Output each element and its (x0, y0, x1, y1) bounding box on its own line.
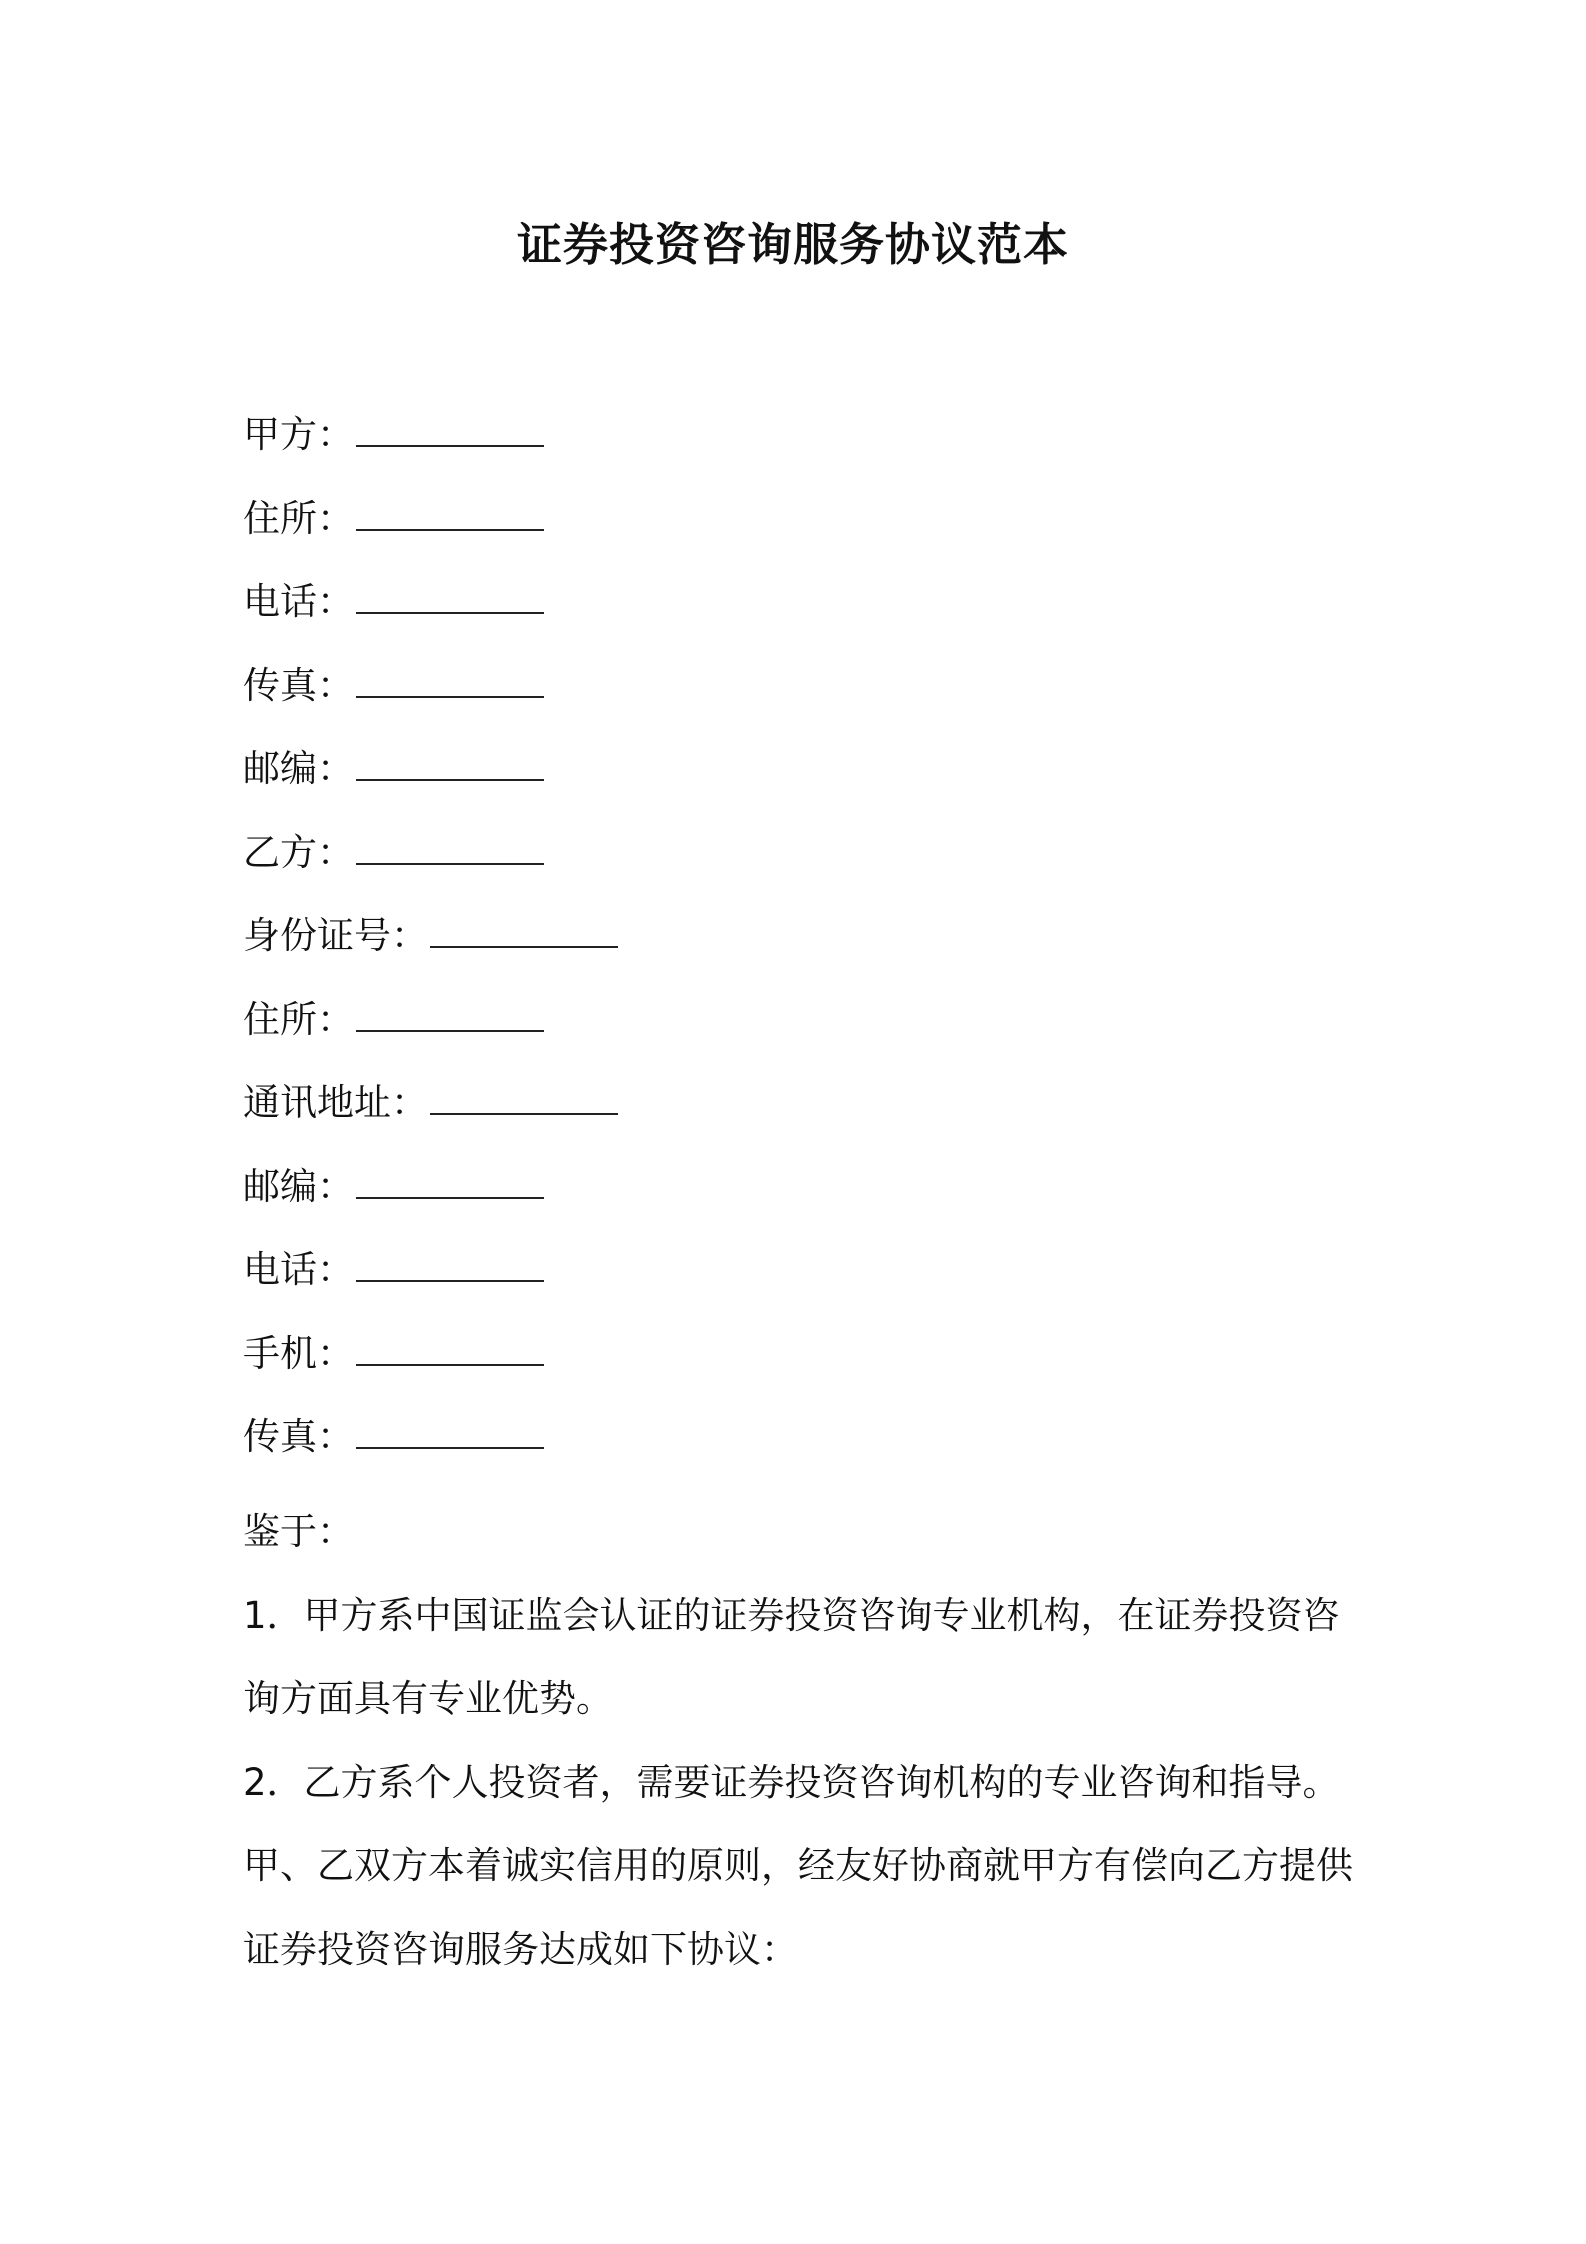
field-label: 传真： (243, 663, 354, 707)
field-party-a-postcode (243, 739, 1363, 823)
field-party-b-phone (243, 1240, 1363, 1324)
closing-paragraph: 甲、乙双方本着诚实信用的原则，经友好协商就甲方有偿向乙方提供证券投资咨询服务达成如下协议： (243, 1844, 1353, 1971)
clause-2: 2．乙方系个人投资者，需要证券投资咨询机构的专业咨询和指导。 (243, 1760, 1340, 1804)
document-title: 证券投资咨询服务协议范本 (516, 218, 1069, 271)
blank-line[interactable] (356, 1240, 544, 1282)
field-party-b-postcode (243, 1157, 1363, 1241)
blank-line[interactable] (356, 990, 544, 1032)
field-party-b-mobile (243, 1324, 1363, 1408)
field-label: 电话： (243, 580, 354, 623)
field-label: 甲方： (243, 413, 354, 456)
blank-line[interactable] (356, 489, 544, 531)
blank-line[interactable] (356, 1324, 544, 1366)
field-label: 手机： (243, 1331, 354, 1375)
field-party-a-fax (243, 656, 1363, 740)
blank-line[interactable] (356, 823, 544, 865)
party-info-fields (243, 405, 1363, 1491)
blank-line[interactable] (356, 405, 544, 447)
field-party-b (243, 823, 1363, 907)
field-label: 邮编： (243, 1164, 354, 1208)
field-party-a-address (243, 489, 1363, 573)
blank-line[interactable] (356, 656, 544, 698)
agreement-body (243, 1490, 1363, 1991)
field-label: 乙方： (243, 830, 354, 874)
field-label: 邮编： (243, 747, 354, 790)
clause-1: 1．甲方系中国证监会认证的证券投资咨询专业机构，在证券投资咨询方面具有专业优势。 (243, 1593, 1340, 1720)
blank-line[interactable] (356, 1157, 544, 1199)
field-party-a (243, 405, 1363, 489)
field-label: 电话： (243, 1248, 354, 1291)
field-label: 身份证号： (243, 914, 428, 957)
blank-line[interactable] (356, 1407, 544, 1449)
field-label: 住所： (243, 496, 354, 540)
field-party-b-fax (243, 1407, 1363, 1491)
whereas-heading: 鉴于： (243, 1510, 354, 1553)
field-party-a-phone (243, 572, 1363, 656)
blank-line[interactable] (430, 1073, 618, 1115)
blank-line[interactable] (356, 739, 544, 781)
field-party-b-mailing-address (243, 1073, 1363, 1157)
field-party-b-id-number (243, 906, 1363, 990)
field-label: 传真： (243, 1415, 354, 1458)
field-label: 住所： (243, 997, 354, 1041)
field-party-b-address (243, 990, 1363, 1074)
blank-line[interactable] (356, 572, 544, 614)
field-label: 通讯地址： (243, 1081, 428, 1124)
blank-line[interactable] (430, 906, 618, 948)
